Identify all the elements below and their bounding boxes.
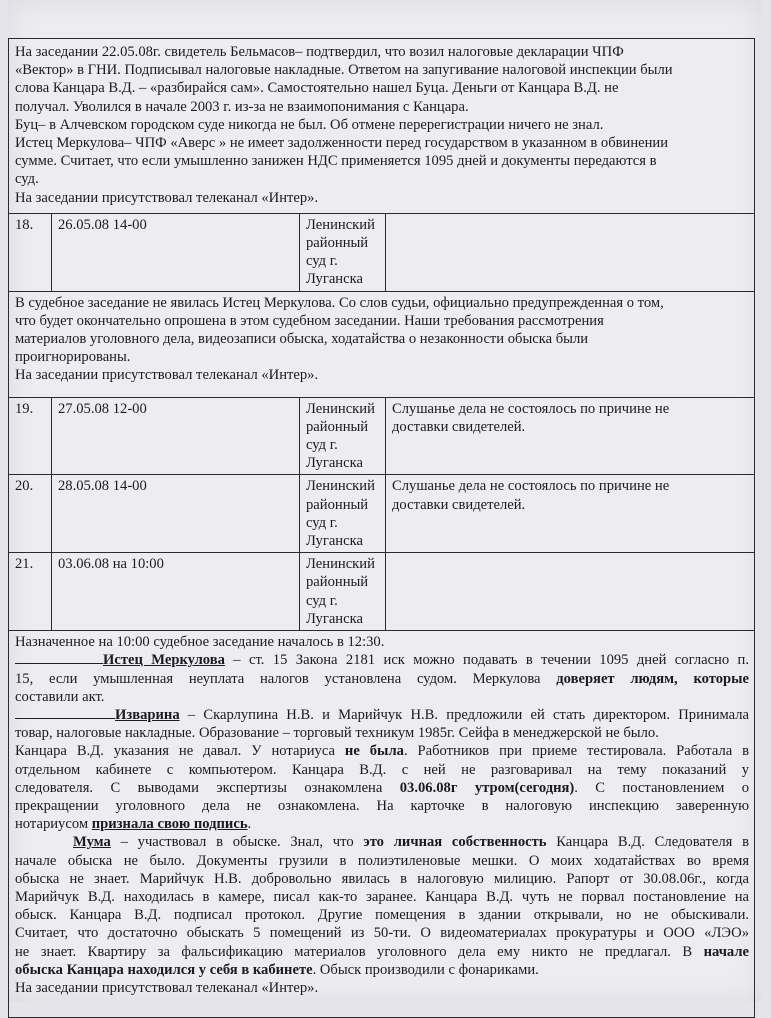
hearing-number: 18.: [9, 213, 52, 291]
summary-line: начале обыска не было. Документы грузили в полиэтиленовые мешки. О моих ходатайствах во время: [15, 852, 750, 869]
hearing-summary-row: [9, 291, 755, 397]
summary-line: Назначенное на 10:00 судебное заседание началось в 12:30.: [15, 634, 385, 651]
court-line: Луганска: [306, 271, 363, 288]
summary-line: На заседании присутствовал телеканал «Интер».: [15, 979, 319, 996]
hearing-court: [300, 397, 386, 475]
hearing-court: [300, 213, 386, 291]
hearing-court: [300, 475, 386, 553]
summary-line: нотариусом признала свою подпись.: [15, 816, 252, 833]
hearing-note: [386, 397, 755, 475]
note-line: Слушанье дела не состоялось по причине не: [392, 400, 670, 417]
court-line: суд г.: [306, 253, 338, 270]
summary-line: материалов уголовного дела, видеозаписи обыска, ходатайства о незаконности обыска были: [15, 331, 589, 348]
note-line: доставки свидетелей.: [392, 418, 526, 435]
summary-line: суд.: [15, 171, 39, 188]
summary-block-3: [9, 631, 755, 1018]
court-line: районный: [306, 496, 369, 513]
summary-line: составили акт.: [15, 688, 105, 705]
summary-line: прекращении уголовного дела не ознакомлена. На карточке в налоговую инспекцию заверенную: [15, 797, 750, 814]
hearing-datetime: 27.05.08 12-00: [52, 397, 300, 475]
hearing-note: [386, 553, 755, 631]
court-line: Ленинский: [306, 478, 375, 495]
testimony-muma: Мума – участвовал в обыске. Знал, что это личная собственность Канцара В.Д. Следователя в: [73, 834, 750, 851]
hearing-row: [9, 475, 755, 553]
testimony-merkulova: Истец Меркулова – ст. 15 Закона 2181 иск можно подавать в течении 1095 дней согласно п.: [15, 651, 749, 669]
summary-line: следователя. С выводами экспертизы ознакомлена 03.06.08г утром(сегодня). С постановлением о: [15, 779, 750, 796]
summary-line: Канцара В.Д. указания не давал. У нотариуса не была. Работников при приеме тестировала. Работала в: [15, 743, 750, 760]
court-line: Ленинский: [306, 556, 375, 573]
summary-line: сумме. Считает, что если умышленно занижен НДС применяется 1095 дней и документы передаются в: [15, 153, 657, 170]
court-hearings-table: [8, 38, 755, 1018]
summary-line: не знает. Квартиру за фальсификацию материалов уголовного дела ему никто не предлагал. В начале: [15, 943, 750, 960]
court-line: районный: [306, 574, 369, 591]
summary-line: 15, если умышленная неуплата налогов установлена судом. Меркулова доверяет людям, которые: [15, 670, 750, 687]
hearing-summary-row: [9, 631, 755, 1018]
note-line: Слушанье дела не состоялось по причине не: [392, 478, 670, 495]
hearing-number: 21.: [9, 553, 52, 631]
testimony-izvarina: Изварина – Скарлупина Н.В. и Марийчук Н.В. предложили ей стать директором. Принимала: [15, 706, 749, 724]
summary-line: проигнорированы.: [15, 349, 131, 366]
summary-line: Марийчук В.Д. находилась в камере, писал как-то заранее. Канцара В.Д. чуть не порвал постановление на: [15, 888, 750, 905]
witness-name: Мума: [73, 834, 111, 851]
summary-line: обыск. Канцара В.Д. подписал протокол. Другие помещения в здании открывали, но не обыскивали.: [15, 907, 750, 924]
court-line: районный: [306, 418, 369, 435]
court-line: Луганска: [306, 533, 363, 550]
document-sheet: [8, 0, 761, 1002]
summary-line: В судебное заседание не явилась Истец Меркулова. Со слов судьи, официально предупрежденная о том,: [15, 294, 664, 311]
court-line: суд г.: [306, 514, 338, 531]
hearing-datetime: 03.06.08 на 10:00: [52, 553, 300, 631]
summary-line: Истец Меркулова– ЧПФ «Аверс » не имеет задолженности перед государством в указанном в обвинении: [15, 135, 669, 152]
summary-block-1: [9, 39, 755, 214]
summary-line: Считает, что достаточно обыскать 5 помещений из 50-ти. О видеоматериалах прокуратуры и ООО «ЛЭО»: [15, 925, 750, 942]
witness-name: Истец Меркулова: [103, 652, 225, 669]
court-line: районный: [306, 235, 369, 252]
hearing-datetime: 28.05.08 14-00: [52, 475, 300, 553]
summary-line: отдельном кабинете с компьютером. Канцара В.Д. с ней не разговаривал на тему показаний у: [15, 761, 750, 778]
hearing-number: 20.: [9, 475, 52, 553]
court-line: Ленинский: [306, 216, 375, 233]
witness-name: Изварина: [115, 706, 180, 723]
court-line: Луганска: [306, 610, 363, 627]
court-line: Ленинский: [306, 400, 375, 417]
summary-line: товар, налоговые накладные. Образование – торговый техникум 1985г. Сейфа в менеджерской не было.: [15, 725, 659, 742]
summary-line: «Вектор» в ГНИ. Подписывал налоговые накладные. Ответом на запугивание налоговой инспекции были: [15, 62, 673, 79]
summary-line: получал. Уволился в начале 2003 г. из-за не взаимопонимания с Канцара.: [15, 98, 469, 115]
summary-line: что будет окончательно опрошена в этом судебном заседании. Наши требования рассмотрения: [15, 312, 604, 329]
court-line: Луганска: [306, 455, 363, 472]
summary-block-2: [9, 291, 755, 397]
hearing-row: [9, 553, 755, 631]
summary-line: Буц– в Алчевском городском суде никогда не был. Об отмене перерегистрации ничего не знал.: [15, 116, 604, 133]
hearing-number: 19.: [9, 397, 52, 475]
hearing-note: [386, 475, 755, 553]
summary-line: слова Канцара В.Д. – «разбирайся сам». Самостоятельно нашел Буца. Деньги от Канцара В.Д. не: [15, 80, 619, 97]
hearing-row: [9, 397, 755, 475]
hearing-row: [9, 213, 755, 291]
summary-line: На заседании 22.05.08г. свидетель Бельмасов– подтвердил, что возил налоговые декларации ЧПФ: [15, 44, 624, 60]
summary-line: На заседании присутствовал телеканал «Интер».: [15, 367, 319, 384]
court-line: суд г.: [306, 437, 338, 454]
hearing-court: [300, 553, 386, 631]
summary-line: обыска не знает. Марийчук Н.В. добровольно явилась в налоговую милицию. Рапорт от 30.08.06г., когда: [15, 870, 750, 887]
hearing-datetime: 26.05.08 14-00: [52, 213, 300, 291]
court-line: суд г.: [306, 592, 338, 609]
hearing-summary-row: [9, 39, 755, 214]
summary-line: На заседании присутствовал телеканал «Интер».: [15, 189, 319, 206]
summary-line: обыска Канцара находился у себя в кабинете. Обыск производили с фонариками.: [15, 961, 539, 978]
note-line: доставки свидетелей.: [392, 496, 526, 513]
hearing-note: [386, 213, 755, 291]
